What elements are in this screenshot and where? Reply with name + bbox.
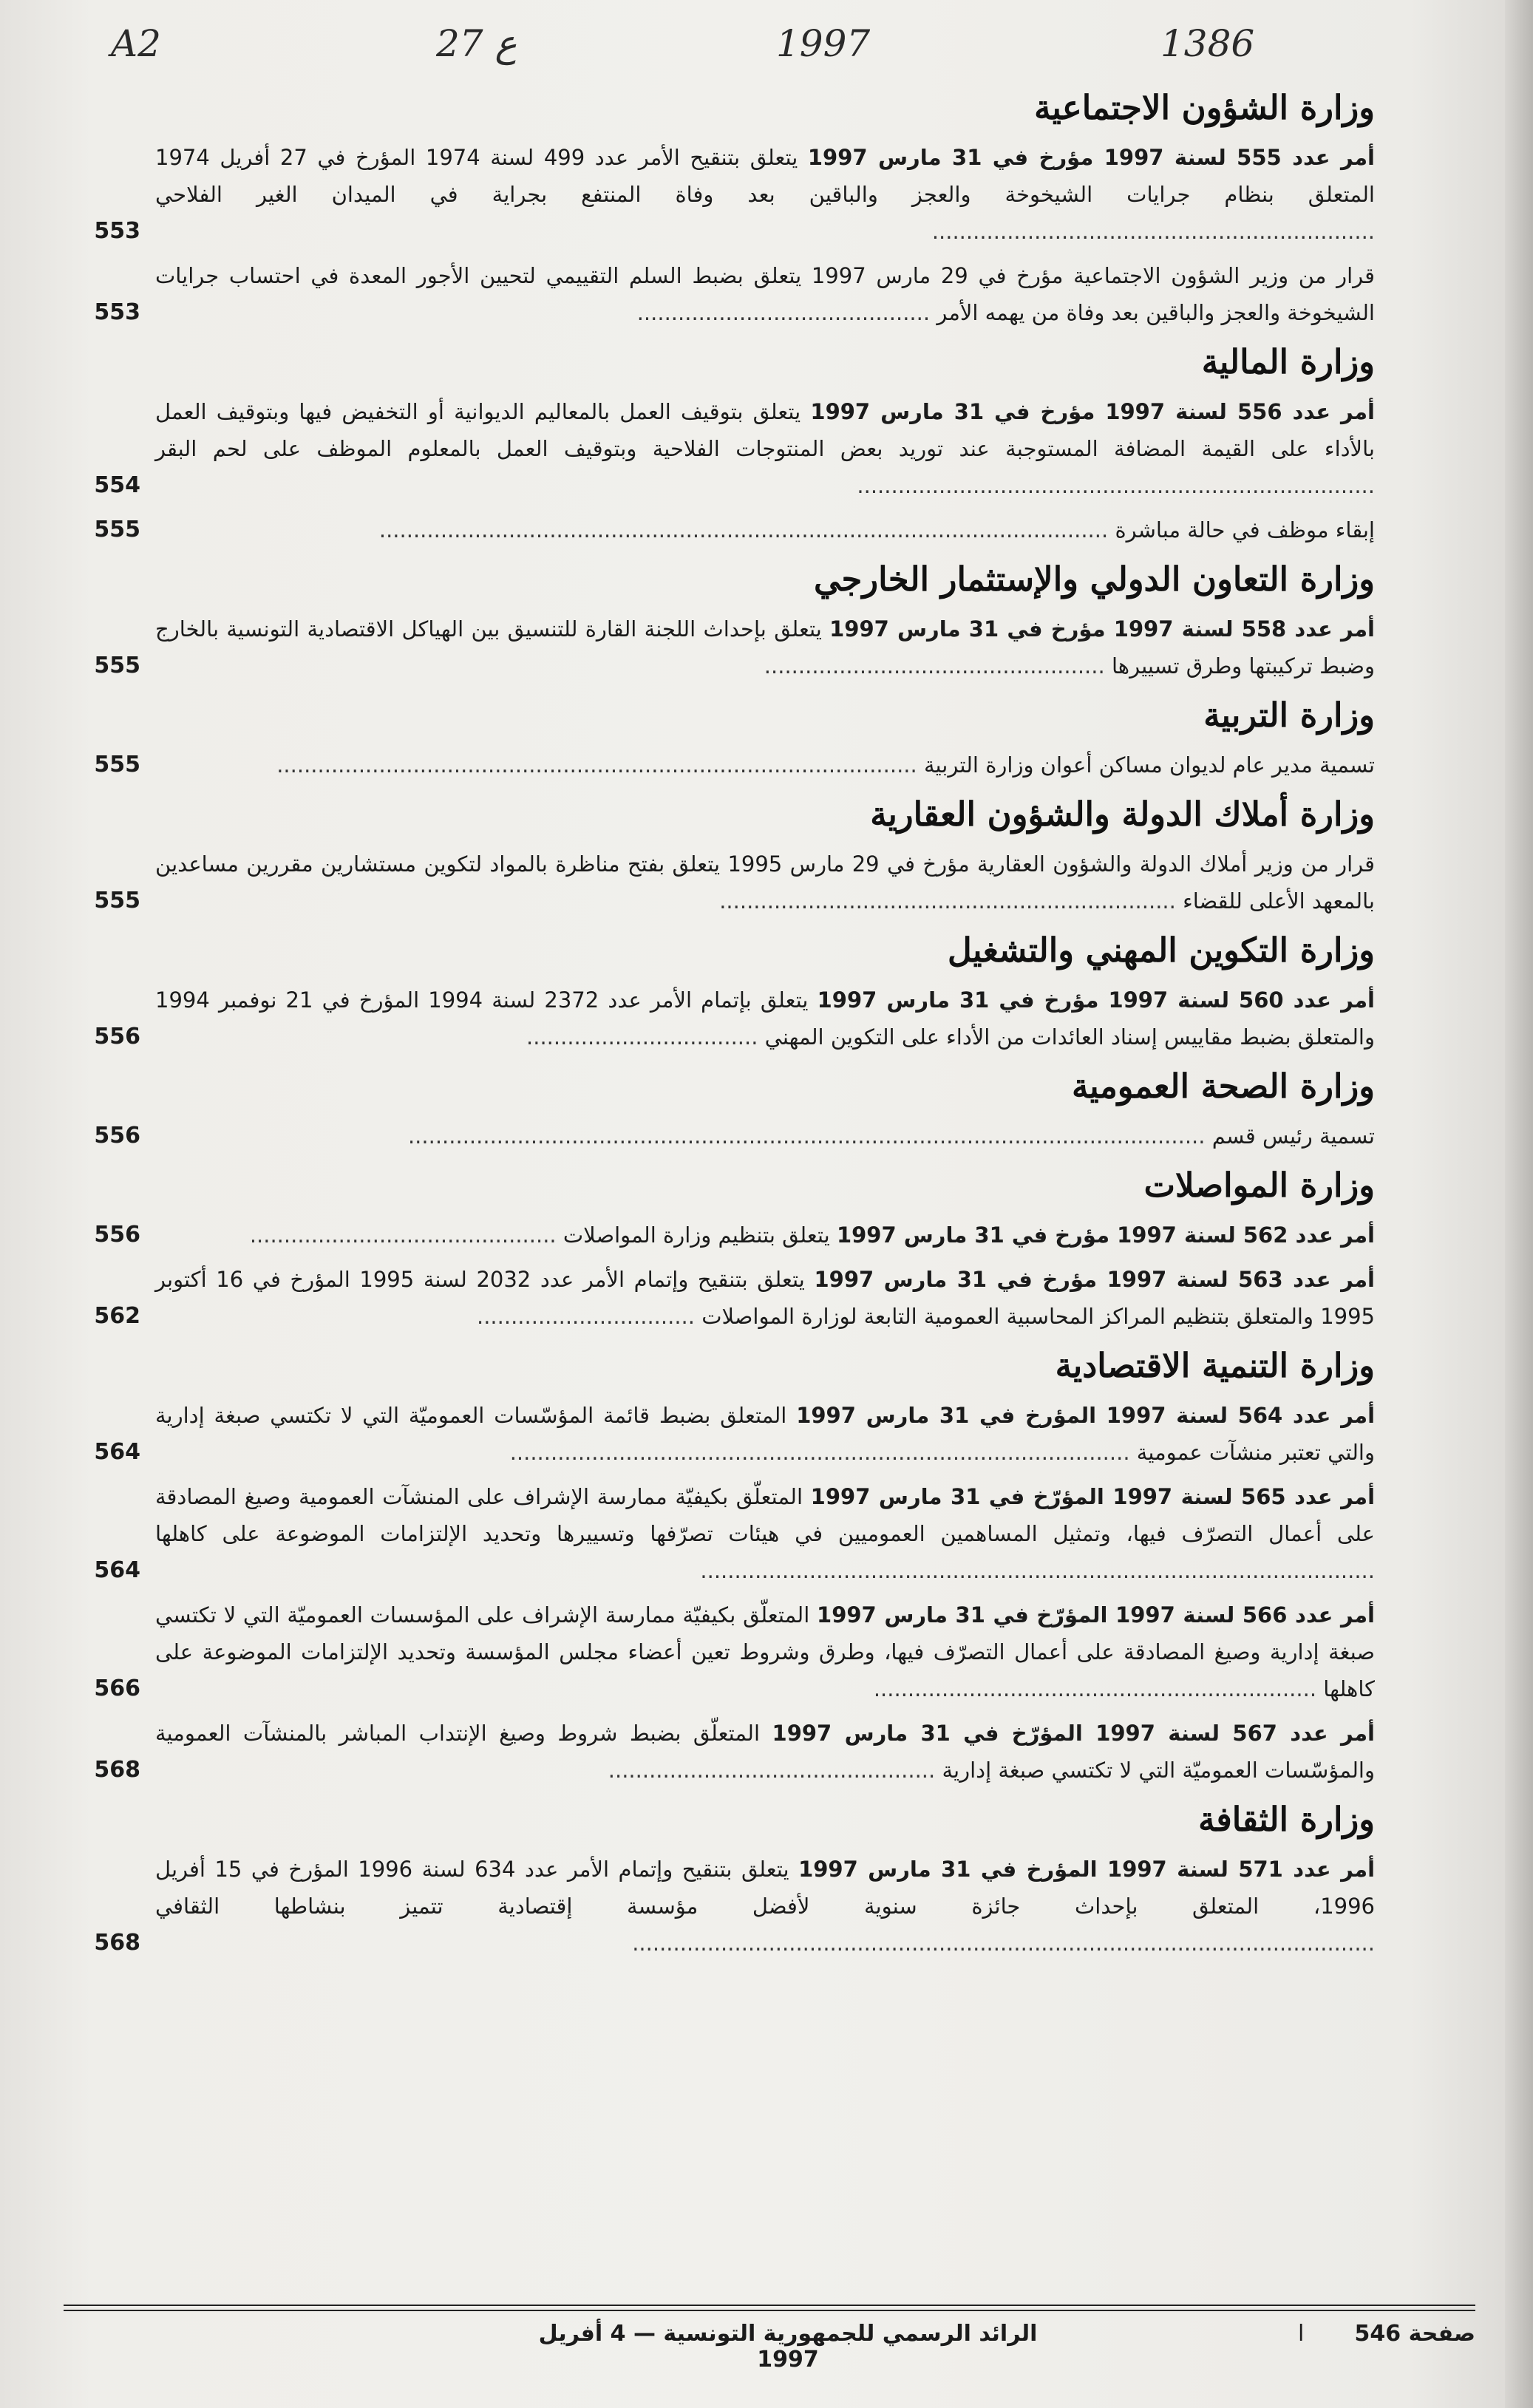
entry-description: المتعلّق بكيفيّة ممارسة الإشراف على المؤسسات العموميّة التي لا تكتسي صبغة إدارية وصيغ المصادقة على أعمال التصرّف فيها، وطرق وشروط تعين أعضاء مجلس المؤسسة وتحديد الإلتزامات الموضوعة على كاهلها: [155, 1602, 1375, 1701]
decree-reference: أمر عدد 556 لسنة 1997 مؤرخ في 31 مارس 1997: [810, 399, 1375, 424]
entry-description: المتعلّق بكيفيّة ممارسة الإشراف على المنشآت العمومية وصيغ المصادقة على أعمال التصرّف فيها، وتمثيل المساهمين العموميين في هيئات تصرّفها وتسييرها وتحديد الإلتزامات الموضوعة على كاهلها: [155, 1484, 1375, 1546]
toc-entry[interactable]: [74, 1118, 1375, 1154]
leader-dots: ............................................................................: [857, 473, 1375, 498]
handwritten-note-code: 27 ع: [436, 22, 517, 65]
leader-dots: ...........................................: [636, 300, 931, 325]
handwritten-note-ref: 1386: [1160, 22, 1255, 65]
ministry-section: [74, 927, 1375, 1055]
decree-reference: أمر عدد 560 لسنة 1997 مؤرخ في 31 مارس 1997: [817, 987, 1375, 1013]
leader-dots: ................................: [476, 1304, 695, 1329]
page-footer: [64, 2321, 1475, 2373]
ministry-section: [74, 84, 1375, 331]
page-reference: 555: [94, 653, 140, 678]
entry-description: يتعلق بتنظيم وزارة المواصلات: [562, 1222, 830, 1248]
ministry-section: [74, 1796, 1375, 1962]
entry-description: المتعلّق بضبط شروط وصيغ الإنتداب المباشر بالمنشآت العمومية والمؤسّسات العموميّة التي لا تكتسي صبغة إدارية: [155, 1721, 1375, 1783]
leader-dots: ...................................................................: [719, 888, 1176, 914]
decree-reference: أمر عدد 567 لسنة 1997 المؤرّخ في 31 مارس 1997: [772, 1721, 1375, 1746]
ministry-heading: وزارة الشؤون الاجتماعية: [1034, 88, 1375, 127]
decree-reference: أمر عدد 562 لسنة 1997 مؤرخ في 31 مارس 1997: [836, 1222, 1375, 1248]
journal-title: الرائد الرسمي للجمهورية التونسية — 4 أفريل 1997: [538, 2321, 1038, 2373]
ministry-section: [74, 1063, 1375, 1154]
ministry-section: [74, 791, 1375, 919]
leader-dots: ...........................................................................................................: [378, 517, 1109, 543]
entry-description: يتعلق بتنقيح وإتمام الأمر عدد 2032 لسنة 1995 المؤرخ في 16 أكتوبر 1995 والمتعلق بتنظيم المراكز المحاسبية العمومية التابعة لوزارة المواصلات: [155, 1267, 1375, 1329]
ministry-heading: وزارة التعاون الدولي والإستثمار الخارجي: [814, 560, 1375, 599]
leader-dots: ...................................................................................................: [700, 1558, 1375, 1583]
page-reference: 553: [94, 218, 140, 244]
decree-reference: أمر عدد 566 لسنة 1997 المؤرّخ في 31 مارس 1997: [817, 1602, 1375, 1628]
binding-edge: [1505, 0, 1533, 2408]
leader-dots: .............................................................................................................: [632, 1931, 1375, 1956]
page-reference: 553: [94, 299, 140, 325]
leader-dots: ..................................: [526, 1024, 758, 1050]
toc-entry[interactable]: [74, 1851, 1375, 1962]
page-reference: 556: [94, 1123, 140, 1149]
handwritten-note-left: A2: [111, 22, 161, 65]
entry-description: يتعلق بتنقيح الأمر عدد 499 لسنة 1974 المؤرخ في 27 أفريل 1974 المتعلق بنظام جرايات الشيخوخة والعجز والباقين بعد وفاة المنتفع بجراية في الميدان الغير الفلاحي: [155, 145, 1375, 207]
toc-entry[interactable]: [74, 257, 1375, 331]
toc-entry[interactable]: [74, 139, 1375, 250]
ministry-section: [74, 339, 1375, 548]
leader-dots: .................................................................: [873, 1676, 1317, 1701]
decree-reference: أمر عدد 571 لسنة 1997 المؤرخ في 31 مارس 1997: [798, 1857, 1376, 1882]
ministry-section: [74, 692, 1375, 783]
entry-description: قرار من وزير أملاك الدولة والشؤون العقارية مؤرخ في 29 مارس 1995 يتعلق بفتح مناظرة بالمواد لتكوين مستشارين مقررين مساعدين بالمعهد الأعلى للقضاء: [155, 851, 1375, 914]
ministry-heading: وزارة التنمية الاقتصادية: [1055, 1346, 1375, 1385]
decree-reference: أمر عدد 564 لسنة 1997 المؤرخ في 31 مارس 1997: [796, 1403, 1376, 1428]
table-of-contents: [74, 80, 1375, 1969]
toc-entry[interactable]: [74, 1217, 1375, 1254]
ministry-section: [74, 1342, 1375, 1789]
ministry-heading: وزارة التربية: [1203, 695, 1375, 735]
page-reference: 555: [94, 888, 140, 914]
toc-entry[interactable]: [74, 1261, 1375, 1335]
page-reference: 554: [94, 472, 140, 498]
toc-entry[interactable]: [74, 746, 1375, 783]
toc-entry[interactable]: [74, 1397, 1375, 1471]
ministry-heading: وزارة التكوين المهني والتشغيل: [947, 931, 1375, 970]
leader-dots: ................................................: [608, 1758, 936, 1783]
leader-dots: ..............................................................................................: [276, 752, 917, 778]
page-reference: 564: [94, 1439, 140, 1465]
ministry-heading: وزارة المالية: [1201, 342, 1375, 381]
page-reference: 568: [94, 1930, 140, 1956]
entry-description: تسمية مدير عام لديوان مساكن أعوان وزارة التربية: [923, 752, 1375, 778]
ministry-heading: وزارة المواصلات: [1143, 1166, 1375, 1205]
toc-entry[interactable]: [74, 511, 1375, 548]
toc-entry[interactable]: [74, 1478, 1375, 1589]
decree-reference: أمر عدد 565 لسنة 1997 المؤرّخ في 31 مارس 1997: [810, 1484, 1376, 1509]
toc-entry[interactable]: [74, 1596, 1375, 1707]
leader-dots: .....................................................................................................................: [407, 1123, 1206, 1149]
ministry-heading: وزارة الصحة العمومية: [1071, 1067, 1375, 1106]
entry-description: المتعلق بضبط قائمة المؤسّسات العموميّة التي لا تكتسي صبغة إدارية والتي تعتبر منشآت عمومية: [155, 1403, 1375, 1465]
page-reference: 556: [94, 1222, 140, 1248]
ministry-section: [74, 556, 1375, 684]
footer-mark: ا: [1298, 2321, 1305, 2347]
entry-description: تسمية رئيس قسم: [1211, 1123, 1375, 1149]
entry-description: يتعلق بإتمام الأمر عدد 2372 لسنة 1994 المؤرخ في 21 نوفمبر 1994 والمتعلق بضبط مقاييس إسناد العائدات من الأداء على التكوين المهني: [155, 987, 1375, 1050]
toc-entry[interactable]: [74, 846, 1375, 919]
entry-description: قرار من وزير الشؤون الاجتماعية مؤرخ في 29 مارس 1997 يتعلق بضبط السلم التقييمي لتحيين الأجور المعدة في احتساب جرايات الشيخوخة والعجز والباقين بعد وفاة من يهمه الأمر: [155, 263, 1376, 325]
leader-dots: .............................................: [249, 1222, 557, 1248]
page-reference: 568: [94, 1757, 140, 1783]
page-reference: 555: [94, 517, 140, 543]
page-number-label: صفحة 546: [1354, 2321, 1475, 2347]
entry-description: إبقاء موظف في حالة مباشرة: [1115, 517, 1375, 543]
page-reference: 555: [94, 752, 140, 778]
page-reference: 556: [94, 1024, 140, 1050]
toc-entry[interactable]: [74, 1715, 1375, 1789]
handwritten-note-year: 1997: [776, 22, 871, 65]
ministry-section: [74, 1162, 1375, 1335]
toc-entry[interactable]: [74, 610, 1375, 684]
page-reference: 564: [94, 1557, 140, 1583]
leader-dots: ..................................................: [764, 653, 1105, 678]
toc-entry[interactable]: [74, 393, 1375, 504]
entry-description: يتعلق بإحداث اللجنة القارة للتنسيق بين الهياكل الاقتصادية التونسية بالخارج وضبط تركيبتها وطرق تسييرها: [155, 616, 1375, 678]
decree-reference: أمر عدد 563 لسنة 1997 مؤرخ في 31 مارس 1997: [814, 1267, 1376, 1292]
footer-rule: [64, 2305, 1475, 2311]
leader-dots: ...........................................................................................: [509, 1440, 1130, 1465]
decree-reference: أمر عدد 558 لسنة 1997 مؤرخ في 31 مارس 1997: [829, 616, 1375, 642]
toc-entry[interactable]: [74, 982, 1375, 1055]
ministry-heading: وزارة أملاك الدولة والشؤون العقارية: [870, 795, 1375, 834]
ministry-heading: وزارة الثقافة: [1198, 1800, 1375, 1839]
decree-reference: أمر عدد 555 لسنة 1997 مؤرخ في 31 مارس 1997: [807, 145, 1375, 170]
entry-description: يتعلق بتنقيح وإتمام الأمر عدد 634 لسنة 1996 المؤرخ في 15 أفريل 1996، المتعلق بإحداث جائزة سنوية لأفضل مؤسسة إقتصادية تتميز بنشاطها الثقافي: [155, 1857, 1375, 1919]
leader-dots: .................................................................: [931, 219, 1375, 244]
page-reference: 566: [94, 1676, 140, 1701]
page-reference: 562: [94, 1303, 140, 1329]
entry-description: يتعلق بتوقيف العمل بالمعاليم الديوانية أو التخفيض فيها وبتوقيف العمل بالأداء على القيمة المضافة المستوجبة عند توريد بعض المنتوجات الفلاحية وبتوقيف العمل بالمعلوم الموظف على لحم البقر: [155, 399, 1375, 461]
